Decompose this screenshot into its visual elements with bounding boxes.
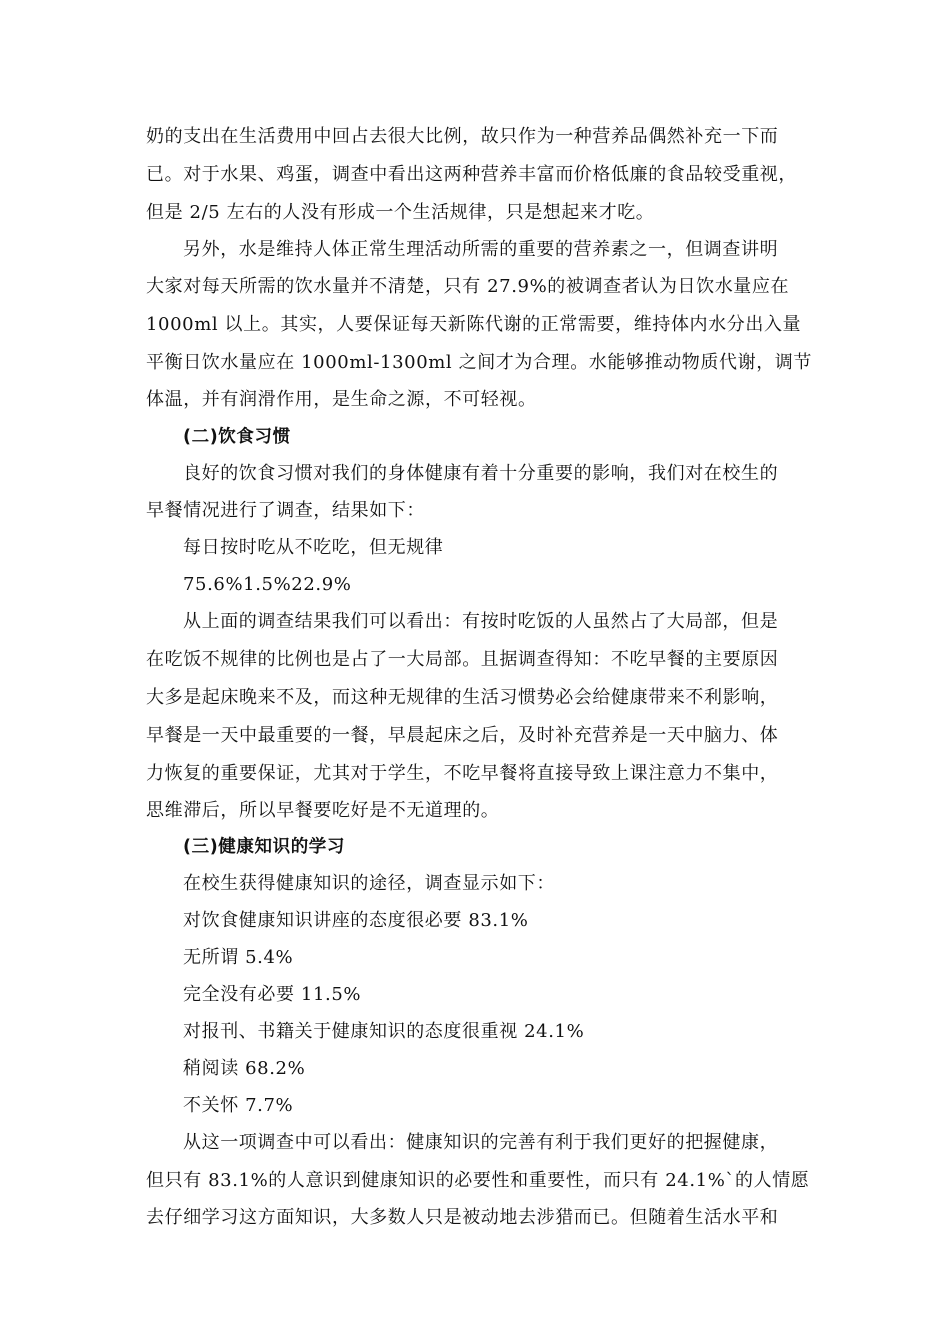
paragraph-line: 但只有 83.1%的人意识到健康知识的必要性和重要性，而只有 24.1%`的人情愿 (146, 1170, 810, 1191)
paragraph-line: 力恢复的重要保证，尤其对于学生，不吃早餐将直接导致上课注意力不集中， (146, 763, 779, 784)
paragraph-line: 在吃饭不规律的比例也是占了一大局部。且据调查得知：不吃早餐的主要原因 (146, 649, 779, 670)
breakfast-survey-labels: 每日按时吃从不吃吃，但无规律 (183, 537, 444, 558)
paragraph-line: 已。对于水果、鸡蛋，调查中看出这两种营养丰富而价格低廉的食品较受重视， (146, 164, 797, 185)
paragraph-line: 早餐是一天中最重要的一餐，早晨起床之后，及时补充营养是一天中脑力、体 (146, 725, 779, 746)
paragraph-line: 在校生获得健康知识的途径，调查显示如下： (183, 873, 555, 894)
breakfast-survey-values: 75.6%1.5%22.9% (183, 574, 352, 595)
paragraph-line: 大家对每天所需的饮水量并不清楚，只有 27.9%的被调查者认为日饮水量应在 (146, 276, 790, 297)
paragraph-line: 思维滞后，所以早餐要吃好是不无道理的。 (146, 800, 500, 821)
paragraph-line: 1000ml 以上。其实，人要保证每天新陈代谢的正常需要，维持体内水分出入量 (146, 314, 802, 335)
paragraph-line: 平衡日饮水量应在 1000ml-1300ml 之间才为合理。水能够推动物质代谢，调节 (146, 352, 812, 373)
paragraph-line: 从上面的调查结果我们可以看出：有按时吃饭的人虽然占了大局部，但是 (183, 611, 779, 632)
survey-item: 完全没有必要 11.5% (183, 984, 362, 1005)
survey-item: 不关怀 7.7% (183, 1095, 294, 1116)
paragraph-line: 体温，并有润滑作用，是生命之源，不可轻视。 (146, 389, 537, 410)
survey-item: 对饮食健康知识讲座的态度很必要 83.1% (183, 910, 529, 931)
survey-item: 对报刊、书籍关于健康知识的态度很重视 24.1% (183, 1021, 585, 1042)
survey-item: 稍阅读 68.2% (183, 1058, 306, 1079)
survey-item: 无所谓 5.4% (183, 947, 294, 968)
paragraph-line: 去仔细学习这方面知识，大多数人只是被动地去涉猎而已。但随着生活水平和 (146, 1207, 779, 1228)
section-heading-health-knowledge: (三)健康知识的学习 (183, 837, 345, 857)
paragraph-line: 早餐情况进行了调查，结果如下： (146, 500, 425, 521)
paragraph-line: 良好的饮食习惯对我们的身体健康有着十分重要的影响，我们对在校生的 (183, 463, 779, 484)
paragraph-line: 奶的支出在生活费用中回占去很大比例，故只作为一种营养品偶然补充一下而 (146, 126, 779, 147)
paragraph-line: 大多是起床晚来不及，而这种无规律的生活习惯势必会给健康带来不利影响， (146, 687, 779, 708)
paragraph-line: 另外，水是维持人体正常生理活动所需的重要的营养素之一，但调查讲明 (183, 239, 779, 260)
paragraph-line: 从这一项调查中可以看出：健康知识的完善有利于我们更好的把握健康， (183, 1132, 779, 1153)
section-heading-eating-habits: (二)饮食习惯 (183, 427, 291, 447)
paragraph-line: 但是 2/5 左右的人没有形成一个生活规律，只是想起来才吃。 (146, 202, 655, 223)
